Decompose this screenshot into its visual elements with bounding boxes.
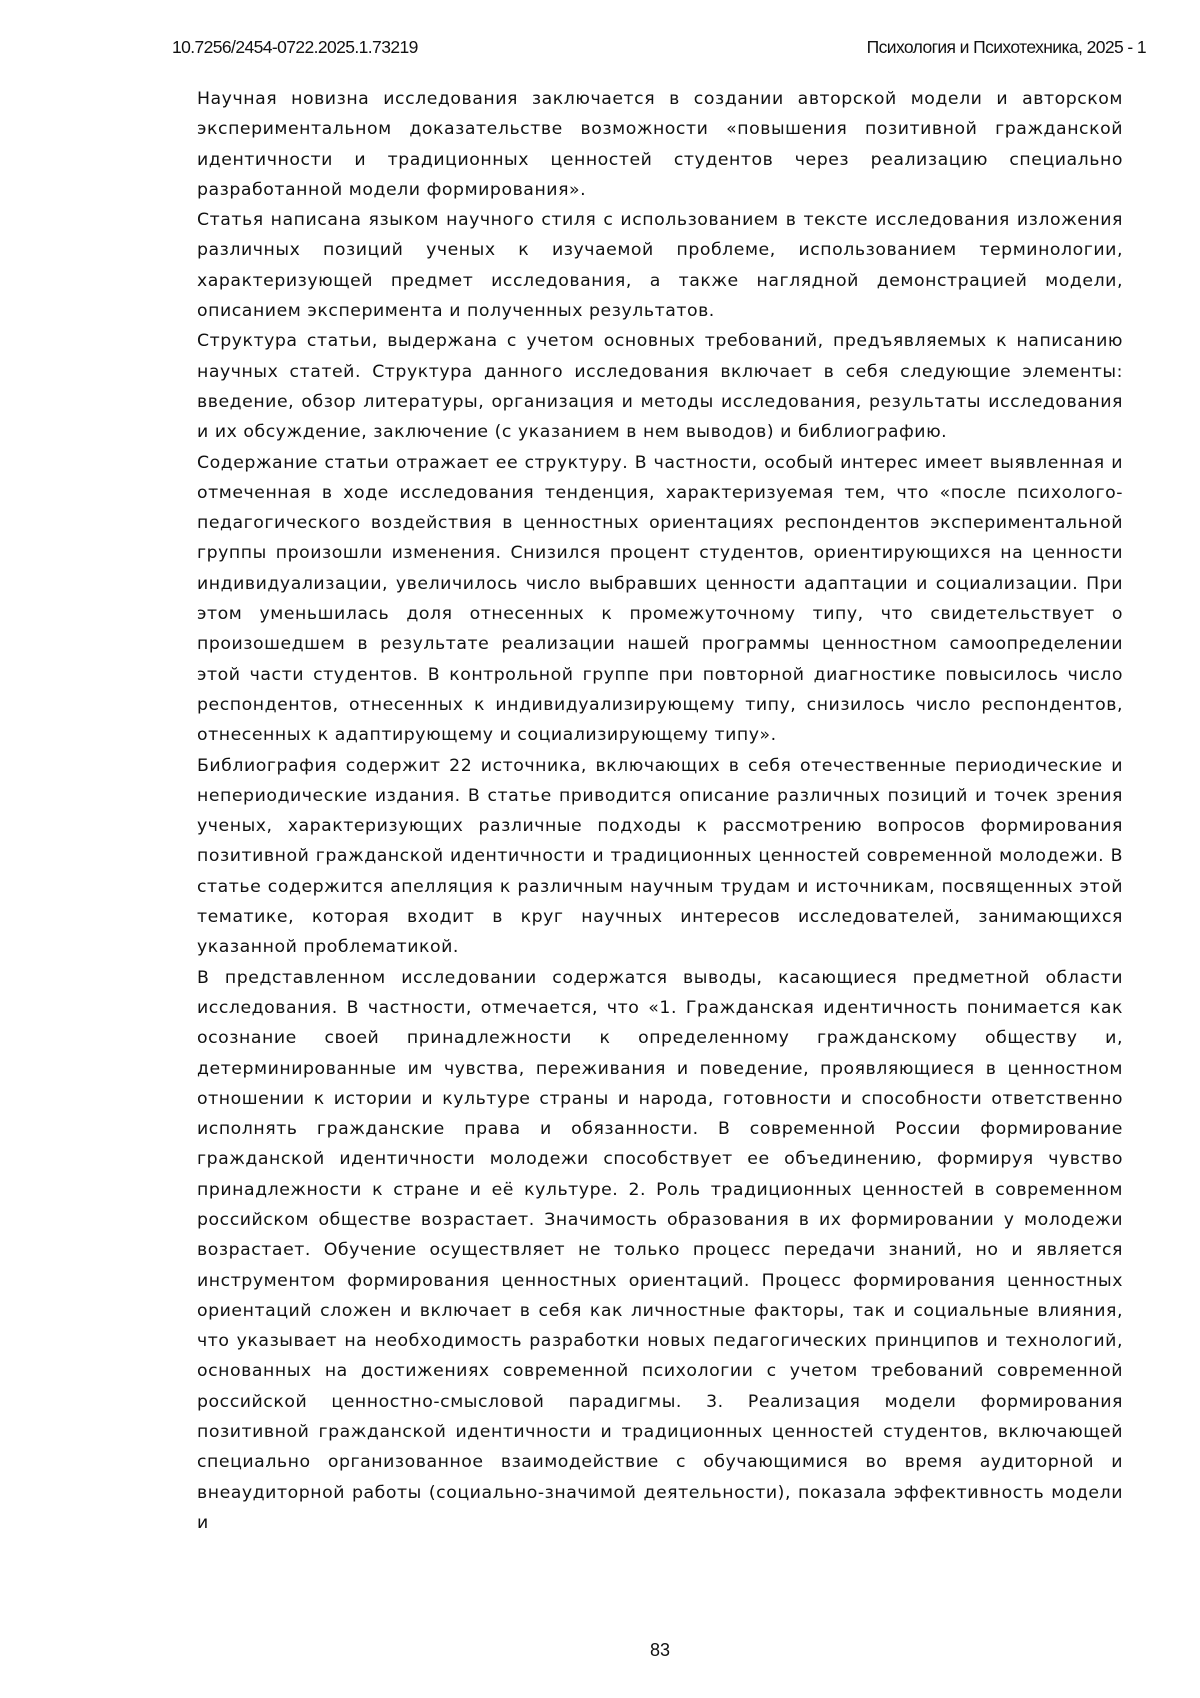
- paragraph: Библиография содержит 22 источника, включающих в себя отечественные периодические и непериодические издания. В статье приводится описание различных позиций и точек зрения ученых, характеризующих различные подходы к рассмотрению вопросов формирования позитивной гражданской идентичности и традиционных ценностей современной молодежи. В статье содержится апелляция к различным научным трудам и источникам, посвященных этой тематике, которая входит в круг научных интересов исследователей, занимающихся указанной проблематикой.: [197, 751, 1123, 963]
- doi-header: 10.7256/2454-0722.2025.1.73219: [172, 37, 418, 58]
- paragraph: Структура статьи, выдержана с учетом основных требований, предъявляемых к написанию научных статей. Структура данного исследования включает в себя следующие элементы: введение, обзор литературы, организация и методы исследования, результаты исследования и их обсуждение, заключение (с указанием в нем выводов) и библиографию.: [197, 326, 1123, 447]
- paragraph: Статья написана языком научного стиля с использованием в тексте исследования изложения различных позиций ученых к изучаемой проблеме, использованием терминологии, характеризующей предмет исследования, а также наглядной демонстрацией модели, описанием эксперимента и полученных результатов.: [197, 205, 1123, 326]
- page-number: 83: [0, 1640, 1200, 1661]
- paragraph: В представленном исследовании содержатся выводы, касающиеся предметной области исследования. В частности, отмечается, что «1. Гражданская идентичность понимается как осознание своей принадлежности к определенному гражданскому обществу и, детерминированные им чувства, переживания и поведение, проявляющиеся в ценностном отношении к истории и культуре страны и народа, готовности и способности ответственно исполнять гражданские права и обязанности. В современной России формирование гражданской идентичности молодежи способствует ее объединению, формируя чувство принадлежности к стране и её культуре. 2. Роль традиционных ценностей в современном российском обществе возрастает. Значимость образования в их формировании у молодежи возрастает. Обучение осуществляет не только процесс передачи знаний, но и является инструментом формирования ценностных ориентаций. Процесс формирования ценностных ориентаций сложен и включает в себя как личностные факторы, так и социальные влияния, что указывает на необходимость разработки новых педагогических принципов и технологий, основанных на достижениях современной психологии с учетом требований современной российской ценностно-смысловой парадигмы. 3. Реализация модели формирования позитивной гражданской идентичности и традиционных ценностей студентов, включающей специально организованное взаимодействие с обучающимися во время аудиторной и внеаудиторной работы (социально-значимой деятельности), показала эффективность модели и: [197, 963, 1123, 1539]
- article-body: [197, 84, 1123, 1538]
- paragraph: Содержание статьи отражает ее структуру. В частности, особый интерес имеет выявленная и отмеченная в ходе исследования тенденция, характеризуемая тем, что «после психолого-педагогического воздействия в ценностных ориентациях респондентов экспериментальной группы произошли изменения. Снизился процент студентов, ориентирующихся на ценности индивидуализации, увеличилось число выбравших ценности адаптации и социализации. При этом уменьшилась доля отнесенных к промежуточному типу, что свидетельствует о произошедшем в результате реализации нашей программы ценностном самоопределении этой части студентов. В контрольной группе при повторной диагностике повысилось число респондентов, отнесенных к индивидуализирующему типу, снизилось число респондентов, отнесенных к адаптирующему и социализирующему типу».: [197, 448, 1123, 751]
- paragraph: Научная новизна исследования заключается в создании авторской модели и авторском экспериментальном доказательстве возможности «повышения позитивной гражданской идентичности и традиционных ценностей студентов через реализацию специально разработанной модели формирования».: [197, 84, 1123, 205]
- journal-header: Психология и Психотехника, 2025 - 1: [867, 37, 1146, 58]
